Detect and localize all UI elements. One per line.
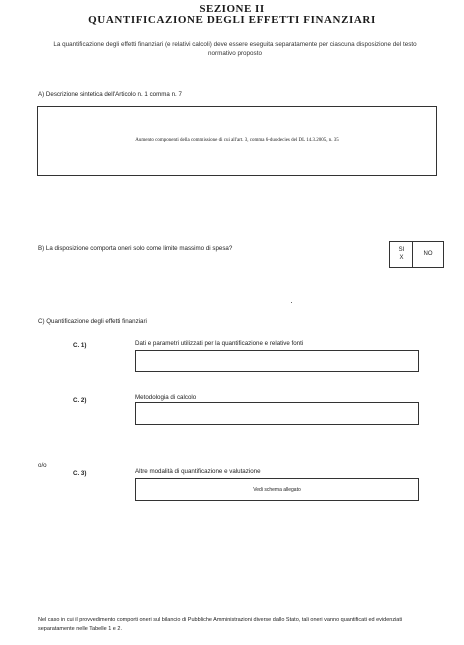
- footer-note: Nel caso in cui il provvedimento comporti oneri sul bilancio di Pubbliche Amministrazioni diverse dallo Stato, tali oneri vanno quantificati ed evidenziati separatamente nelle Tabelle 1 e 2.: [38, 617, 403, 632]
- section-a-content: Aumento componenti della commissione di cui all'art. 3, comma 6-duodecies del DL 14.3.2005, n. 35: [135, 138, 339, 143]
- c2-code: C. 2): [73, 397, 87, 404]
- yes-label: SI: [398, 247, 405, 253]
- c2-field[interactable]: [135, 402, 419, 425]
- c3-field-value: Vedi schema allegato: [253, 487, 301, 493]
- section-a-box: [37, 106, 437, 176]
- yes-mark: X: [399, 255, 404, 261]
- section-title: SEZIONE II: [199, 3, 265, 15]
- no-checkbox[interactable]: [412, 241, 444, 268]
- c1-label: Dati e parametri utilizzati per la quantificazione e relative fonti: [135, 340, 304, 347]
- section-a-label: A) Descrizione sintetica dell'Articolo n. 1 comma n. 7: [38, 91, 182, 98]
- or-label: o/o: [38, 462, 47, 469]
- yes-checkbox[interactable]: [389, 241, 414, 268]
- section-b-question: B) La disposizione comporta oneri solo come limite massimo di spesa?: [38, 245, 233, 252]
- c3-label: Altre modalità di quantificazione e valutazione: [135, 468, 261, 475]
- section-c-heading: C) Quantificazione degli effetti finanziari: [38, 318, 147, 325]
- no-label: NO: [423, 251, 433, 257]
- c1-code: C. 1): [73, 342, 87, 349]
- c3-code: C. 3): [73, 470, 87, 477]
- page-title: QUANTIFICAZIONE DEGLI EFFETTI FINANZIARI: [88, 14, 376, 26]
- c2-label: Metodologia di calcolo: [135, 394, 197, 401]
- c3-field[interactable]: [135, 478, 419, 501]
- c1-field[interactable]: [135, 350, 419, 372]
- scan-speck: [291, 302, 292, 303]
- intro-text: La quantificazione degli effetti finanziari (e relativi calcoli) deve essere eseguita separatamente per ciascuna disposizione del testo normativo proposto: [53, 41, 417, 57]
